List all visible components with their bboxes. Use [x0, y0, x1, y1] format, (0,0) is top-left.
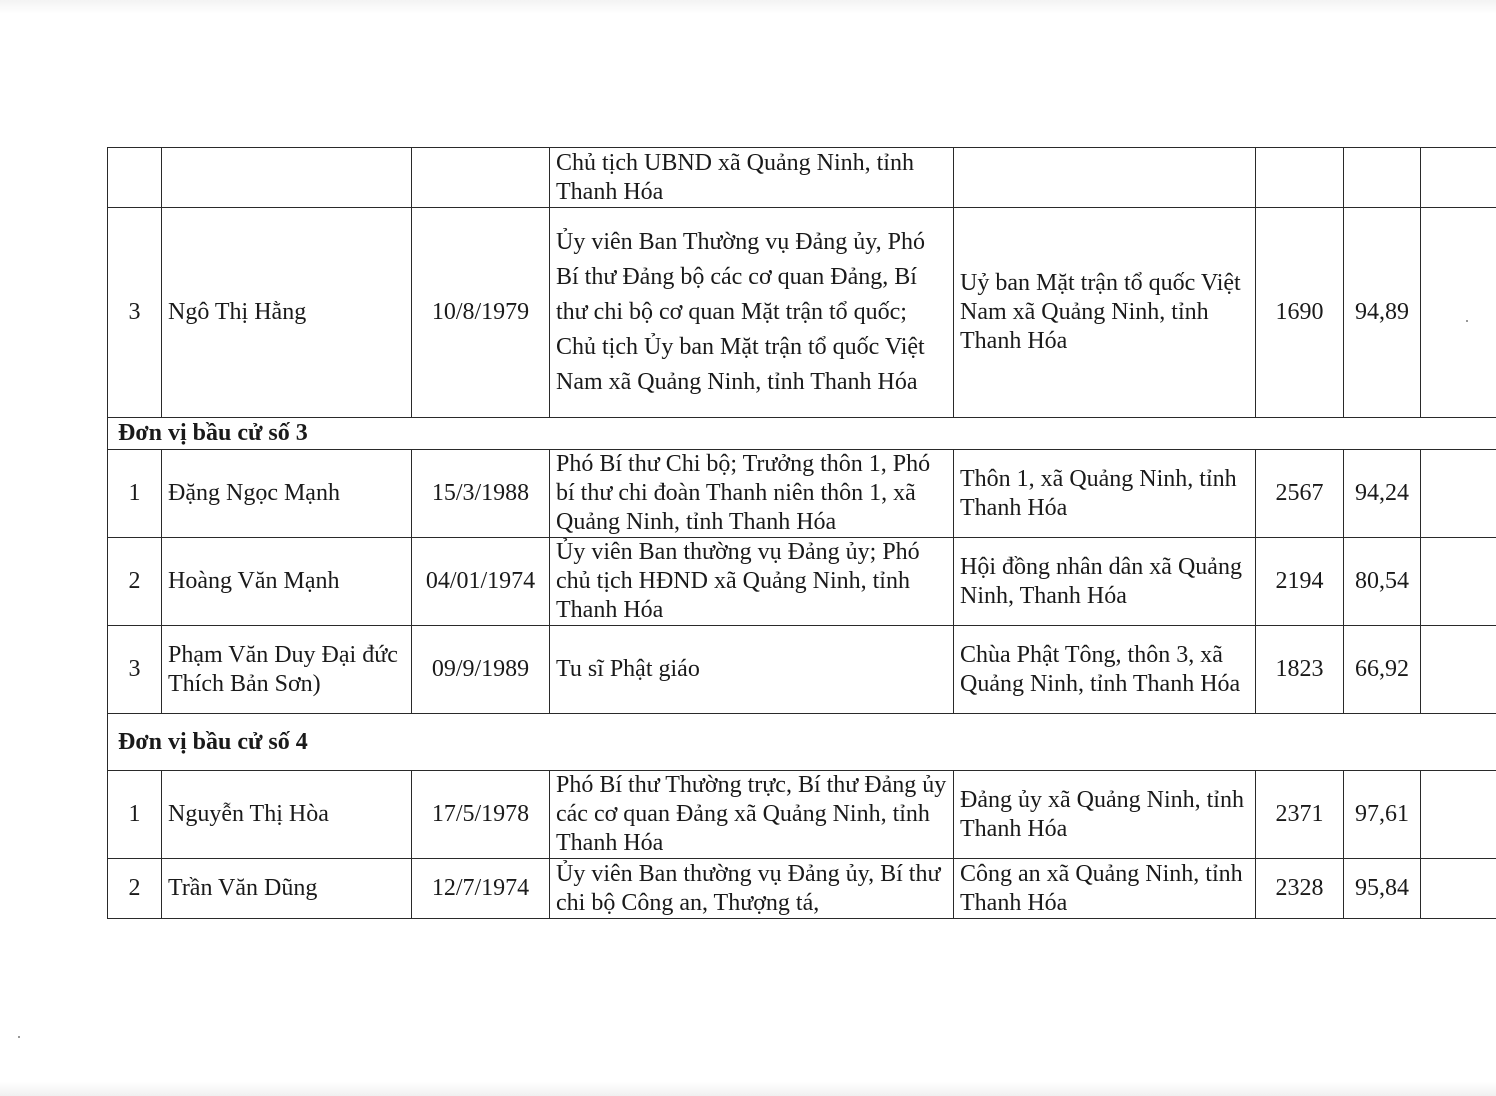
cell-votes: 2567: [1256, 450, 1344, 538]
cell-workplace: Đảng ủy xã Quảng Ninh, tỉnh Thanh Hóa: [954, 771, 1256, 859]
cell-votes: 1823: [1256, 626, 1344, 714]
cell-dob: [412, 148, 550, 208]
cell-dob: 15/3/1988: [412, 450, 550, 538]
cell-dob: 12/7/1974: [412, 859, 550, 919]
cell-name: Trần Văn Dũng: [162, 859, 412, 919]
cell-name: Nguyễn Thị Hòa: [162, 771, 412, 859]
cell-workplace: Hội đồng nhân dân xã Quảng Ninh, Thanh Hóa: [954, 538, 1256, 626]
cell-extra: [1421, 859, 1496, 919]
cell-votes: 1690: [1256, 208, 1344, 418]
table-row: [108, 626, 1496, 714]
scan-speck: [18, 1036, 20, 1038]
cell-percent: [1344, 148, 1421, 208]
election-results-table: [107, 147, 1496, 919]
cell-workplace: Chùa Phật Tông, thôn 3, xã Quảng Ninh, tỉnh Thanh Hóa: [954, 626, 1256, 714]
section-title: Đơn vị bầu cử số 4: [108, 714, 1496, 771]
cell-votes: 2371: [1256, 771, 1344, 859]
cell-dob: 04/01/1974: [412, 538, 550, 626]
cell-dob: 17/5/1978: [412, 771, 550, 859]
cell-votes: [1256, 148, 1344, 208]
cell-stt: 3: [108, 208, 162, 418]
cell-votes: 2328: [1256, 859, 1344, 919]
cell-position: Tu sĩ Phật giáo: [550, 626, 954, 714]
cell-workplace: Thôn 1, xã Quảng Ninh, tỉnh Thanh Hóa: [954, 450, 1256, 538]
scan-bottom-shadow: [0, 1082, 1496, 1096]
cell-workplace: [954, 148, 1256, 208]
cell-votes: 2194: [1256, 538, 1344, 626]
cell-stt: 3: [108, 626, 162, 714]
cell-extra: [1421, 208, 1496, 418]
cell-name: Đặng Ngọc Mạnh: [162, 450, 412, 538]
table-row: [108, 538, 1496, 626]
section-title: Đơn vị bầu cử số 3: [108, 418, 1496, 450]
cell-workplace: Công an xã Quảng Ninh, tỉnh Thanh Hóa: [954, 859, 1256, 919]
cell-stt: 2: [108, 538, 162, 626]
table-row: [108, 148, 1496, 208]
cell-extra: [1421, 538, 1496, 626]
cell-percent: 80,54: [1344, 538, 1421, 626]
cell-name: Ngô Thị Hằng: [162, 208, 412, 418]
cell-stt: 1: [108, 771, 162, 859]
cell-stt: [108, 148, 162, 208]
cell-dob: 10/8/1979: [412, 208, 550, 418]
cell-position: Chủ tịch UBND xã Quảng Ninh, tỉnh Thanh Hóa: [550, 148, 954, 208]
cell-extra: [1421, 450, 1496, 538]
cell-percent: 95,84: [1344, 859, 1421, 919]
cell-percent: 94,89: [1344, 208, 1421, 418]
cell-position: Ủy viên Ban thường vụ Đảng ủy; Phó chủ tịch HĐND xã Quảng Ninh, tỉnh Thanh Hóa: [550, 538, 954, 626]
table-row: [108, 208, 1496, 418]
cell-name: Hoàng Văn Mạnh: [162, 538, 412, 626]
cell-percent: 97,61: [1344, 771, 1421, 859]
cell-position: Ủy viên Ban Thường vụ Đảng ủy, Phó Bí thư Đảng bộ các cơ quan Đảng, Bí thư chi bộ cơ quan Mặt trận tổ quốc; Chủ tịch Ủy ban Mặt trận tổ quốc Việt Nam xã Quảng Ninh, tỉnh Thanh Hóa: [550, 208, 954, 418]
cell-dob: 09/9/1989: [412, 626, 550, 714]
cell-workplace: Uỷ ban Mặt trận tổ quốc Việt Nam xã Quảng Ninh, tỉnh Thanh Hóa: [954, 208, 1256, 418]
cell-position: Ủy viên Ban thường vụ Đảng ủy, Bí thư chi bộ Công an, Thượng tá,: [550, 859, 954, 919]
cell-position: Phó Bí thư Chi bộ; Trưởng thôn 1, Phó bí thư chi đoàn Thanh niên thôn 1, xã Quảng Ninh, tỉnh Thanh Hóa: [550, 450, 954, 538]
section-row: [108, 418, 1496, 450]
cell-extra: [1421, 626, 1496, 714]
cell-stt: 1: [108, 450, 162, 538]
cell-name: Phạm Văn Duy Đại đức Thích Bản Sơn): [162, 626, 412, 714]
cell-name: [162, 148, 412, 208]
cell-percent: 66,92: [1344, 626, 1421, 714]
section-row: [108, 714, 1496, 771]
scan-top-shadow: [0, 0, 1496, 14]
table-row: [108, 771, 1496, 859]
cell-stt: 2: [108, 859, 162, 919]
cell-extra: [1421, 771, 1496, 859]
table-row: [108, 859, 1496, 919]
cell-position: Phó Bí thư Thường trực, Bí thư Đảng ủy các cơ quan Đảng xã Quảng Ninh, tỉnh Thanh Hóa: [550, 771, 954, 859]
table-row: [108, 450, 1496, 538]
cell-percent: 94,24: [1344, 450, 1421, 538]
cell-extra: [1421, 148, 1496, 208]
